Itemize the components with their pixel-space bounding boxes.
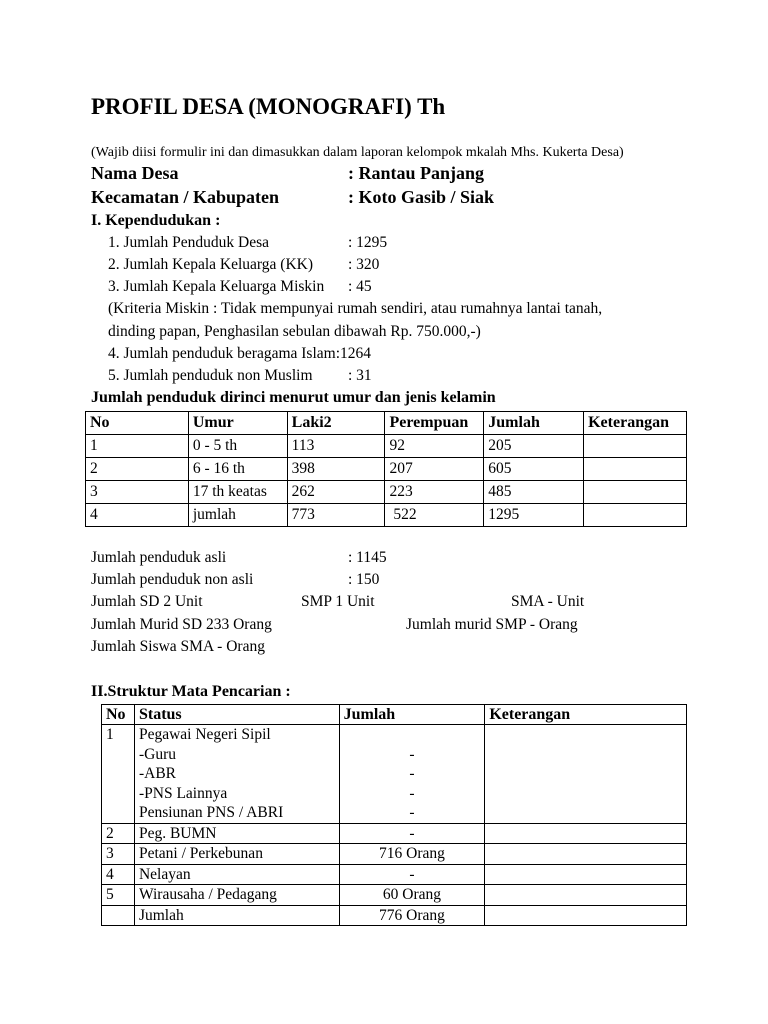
table-row bbox=[102, 885, 687, 906]
table-cell bbox=[485, 885, 687, 906]
table-cell: 485 bbox=[484, 481, 584, 504]
table-cell: 1295 bbox=[484, 504, 584, 527]
page-title: PROFIL DESA (MONOGRAFI) Th bbox=[91, 94, 446, 119]
table-cell bbox=[584, 481, 687, 504]
sd-unit: Jumlah SD 2 Unit bbox=[91, 593, 203, 610]
table-cell bbox=[339, 725, 485, 824]
table-cell: 773 bbox=[287, 504, 385, 527]
table-cell: 3 bbox=[86, 481, 189, 504]
penduduk-asli-label: Jumlah penduduk asli bbox=[91, 549, 227, 566]
item-4-text: 4. Jumlah penduduk beragama Islam:1264 bbox=[108, 345, 372, 362]
status-line: -Guru bbox=[138, 745, 176, 763]
table-cell: 605 bbox=[484, 458, 584, 481]
table-header-row bbox=[102, 705, 687, 725]
table-cell bbox=[485, 725, 687, 824]
col-header: Keterangan bbox=[584, 412, 687, 435]
table-cell bbox=[584, 458, 687, 481]
table-row bbox=[102, 864, 687, 885]
col-header: Jumlah bbox=[339, 705, 485, 725]
jumlah-line: - bbox=[409, 784, 415, 802]
criteria-line-2: dinding papan, Penghasilan sebulan dibawah Rp. 750.000,-) bbox=[108, 323, 481, 340]
table-cell: Jumlah bbox=[134, 905, 339, 926]
table-cell bbox=[485, 844, 687, 865]
table-header-row bbox=[86, 412, 687, 435]
table-cell: 113 bbox=[287, 435, 385, 458]
section-2-heading: II.Struktur Mata Pencarian : bbox=[91, 683, 291, 700]
item-3-value: : 45 bbox=[348, 278, 372, 295]
siswa-sma: Jumlah Siswa SMA - Orang bbox=[91, 638, 265, 655]
jumlah-line: - bbox=[409, 804, 415, 821]
livelihood-table bbox=[101, 704, 687, 926]
jumlah-line bbox=[340, 725, 485, 745]
instruction-note: (Wajib diisi formulir ini dan dimasukkan dalam laporan kelompok mkalah Mhs. Kukerta Desa) bbox=[91, 145, 624, 160]
table-cell bbox=[485, 905, 687, 926]
item-2-value: : 320 bbox=[348, 256, 380, 273]
table-cell: - bbox=[339, 823, 485, 844]
table-cell: 716 Orang bbox=[339, 844, 485, 865]
table-cell: 0 - 5 th bbox=[188, 435, 287, 458]
table-cell bbox=[485, 864, 687, 885]
table-cell: 398 bbox=[287, 458, 385, 481]
table-row bbox=[102, 905, 687, 926]
table-row bbox=[102, 725, 687, 824]
table-row bbox=[102, 844, 687, 865]
table-cell: 3 bbox=[102, 844, 135, 865]
col-header: Keterangan bbox=[485, 705, 687, 725]
kecamatan-value: : Koto Gasib / Siak bbox=[348, 187, 495, 207]
item-5-value: : 31 bbox=[348, 367, 372, 384]
item-1-value: : 1295 bbox=[348, 234, 388, 251]
table-cell: 2 bbox=[86, 458, 189, 481]
table-cell: 4 bbox=[102, 864, 135, 885]
status-line: Pensiunan PNS / ABRI bbox=[138, 804, 284, 821]
col-header: Perempuan bbox=[385, 412, 484, 435]
status-line: Pegawai Negeri Sipil bbox=[138, 726, 271, 743]
table-cell: Nelayan bbox=[134, 864, 339, 885]
kecamatan-label: Kecamatan / Kabupaten bbox=[91, 187, 280, 207]
table-cell: jumlah bbox=[188, 504, 287, 527]
col-header: No bbox=[86, 412, 189, 435]
table-row bbox=[86, 481, 687, 504]
penduduk-asli-value: : 1145 bbox=[348, 549, 387, 566]
murid-smp: Jumlah murid SMP - Orang bbox=[406, 616, 578, 633]
col-header: Laki2 bbox=[287, 412, 385, 435]
item-2-label: 2. Jumlah Kepala Keluarga (KK) bbox=[108, 256, 314, 273]
table-cell: 1 bbox=[102, 725, 135, 824]
col-header: No bbox=[102, 705, 135, 725]
col-header: Status bbox=[134, 705, 339, 725]
population-table bbox=[85, 411, 687, 527]
criteria-line-1: (Kriteria Miskin : Tidak mempunyai rumah sendiri, atau rumahnya lantai tanah, bbox=[108, 300, 603, 317]
table-cell bbox=[584, 504, 687, 527]
jumlah-line: - bbox=[409, 745, 415, 763]
table-row bbox=[86, 458, 687, 481]
table-cell bbox=[584, 435, 687, 458]
status-line: -PNS Lainnya bbox=[138, 784, 228, 802]
table-row bbox=[102, 823, 687, 844]
sma-unit: SMA - Unit bbox=[511, 593, 585, 610]
penduduk-nonasli-label: Jumlah penduduk non asli bbox=[91, 571, 254, 588]
table-cell: 522 bbox=[385, 504, 484, 527]
item-5-label: 5. Jumlah penduduk non Muslim bbox=[108, 367, 313, 384]
table-cell: 207 bbox=[385, 458, 484, 481]
table-cell: 223 bbox=[385, 481, 484, 504]
table-row bbox=[86, 504, 687, 527]
table-cell: 17 th keatas bbox=[188, 481, 287, 504]
table-cell: - bbox=[339, 864, 485, 885]
section-1-heading: I. Kependudukan : bbox=[91, 212, 221, 229]
table-cell: 776 Orang bbox=[339, 905, 485, 926]
smp-unit: SMP 1 Unit bbox=[301, 593, 375, 610]
penduduk-nonasli-value: : 150 bbox=[348, 571, 380, 588]
table-cell bbox=[485, 823, 687, 844]
table-cell: 60 Orang bbox=[339, 885, 485, 906]
status-line: -ABR bbox=[138, 765, 177, 782]
table-cell: 262 bbox=[287, 481, 385, 504]
table-cell: 2 bbox=[102, 823, 135, 844]
table-cell: Petani / Perkebunan bbox=[134, 844, 339, 865]
table-cell: 1 bbox=[86, 435, 189, 458]
table-cell: Peg. BUMN bbox=[134, 823, 339, 844]
table-row bbox=[86, 435, 687, 458]
table-cell bbox=[134, 725, 339, 824]
jumlah-line: - bbox=[409, 765, 415, 782]
table-cell: 6 - 16 th bbox=[188, 458, 287, 481]
nama-desa-value: : Rantau Panjang bbox=[348, 163, 485, 183]
nama-desa-label: Nama Desa bbox=[91, 163, 179, 183]
table-cell bbox=[102, 905, 135, 926]
table-cell: Wirausaha / Pedagang bbox=[134, 885, 339, 906]
col-header: Umur bbox=[188, 412, 287, 435]
item-1-label: 1. Jumlah Penduduk Desa bbox=[108, 234, 270, 251]
table-1-heading: Jumlah penduduk dirinci menurut umur dan jenis kelamin bbox=[91, 389, 496, 406]
item-3-label: 3. Jumlah Kepala Keluarga Miskin bbox=[108, 278, 325, 295]
table-cell: 205 bbox=[484, 435, 584, 458]
table-cell: 4 bbox=[86, 504, 189, 527]
murid-sd: Jumlah Murid SD 233 Orang bbox=[91, 616, 272, 633]
table-cell: 92 bbox=[385, 435, 484, 458]
table-cell: 5 bbox=[102, 885, 135, 906]
col-header: Jumlah bbox=[484, 412, 584, 435]
